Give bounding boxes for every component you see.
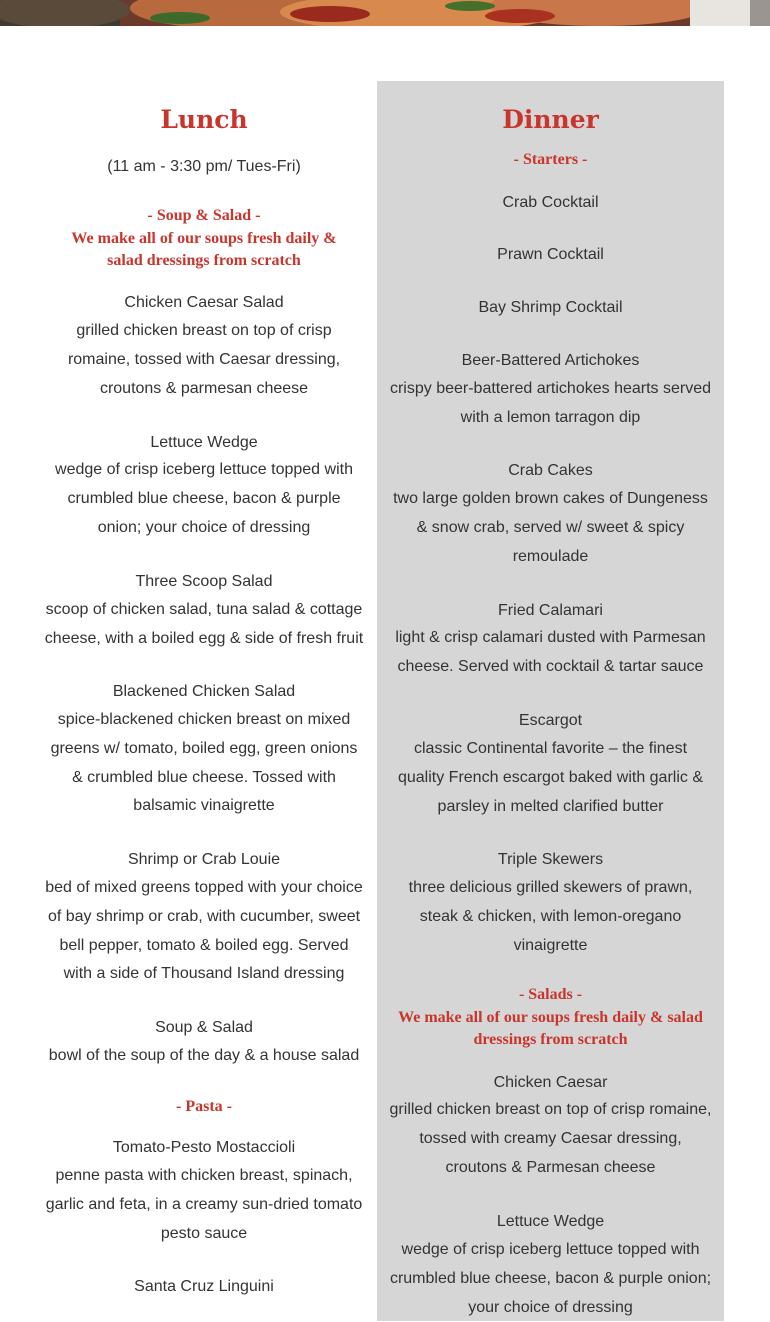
menu-item-desc: grilled chicken breast on top of crisp romaine, tossed with Caesar dressing, croutons & parmesan cheese <box>67 322 341 397</box>
menu-item-name: Escargot <box>518 712 583 729</box>
menu-item-name: Soup & Salad <box>155 1019 253 1036</box>
menu-item-desc: crispy beer-battered artichokes hearts served with a lemon tarragon dip <box>389 380 712 426</box>
menu-item-name: Santa Cruz Linguini <box>134 1278 274 1295</box>
menu-item-name: Bay Shrimp Cocktail <box>478 299 623 316</box>
menu-item-desc: two large golden brown cakes of Dungeness & snow crab, served w/ sweet & spicy remoulade <box>393 490 708 565</box>
dinner-title: Dinner <box>502 105 599 134</box>
menu-item-name: Lettuce Wedge <box>496 1213 605 1230</box>
menu-item-desc: wedge of crisp iceberg lettuce topped with crumbled blue cheese, bacon & purple onion; your choice of dressing <box>389 1241 712 1316</box>
menu-item-desc: wedge of crisp iceberg lettuce topped with crumbled blue cheese, bacon & purple onion; your choice of dressing <box>55 461 353 536</box>
menu-item-name: Prawn Cocktail <box>497 246 604 263</box>
menu-item-desc: bowl of the soup of the day & a house salad <box>48 1047 360 1064</box>
menu-item-name: Beer-Battered Artichokes <box>461 352 640 369</box>
menu-item-name: Lettuce Wedge <box>150 434 258 451</box>
menu-item-name: Tomato-Pesto Mostaccioli <box>112 1139 296 1156</box>
menu-item-name: Triple Skewers <box>497 851 604 868</box>
section-heading-starters: - Starters - <box>513 151 588 168</box>
menu-item-desc: bed of mixed greens topped with your choice of bay shrimp or crab, with cucumber, sweet bell pepper, tomato & boiled egg. Served with a side of Thousand Island dressing <box>45 879 363 983</box>
section-heading-soup-salad: - Soup & Salad - <box>147 207 261 224</box>
lunch-title: Lunch <box>160 105 248 134</box>
menu-item-name: Chicken Caesar Salad <box>124 294 284 311</box>
menu-item-desc: spice-blackened chicken breast on mixed greens w/ tomato, boiled egg, green onions & crumbled blue cheese. Tossed with balsamic vinaigrette <box>50 711 358 815</box>
lunch-hours: (11 am - 3:30 pm/ Tues-Fri) <box>107 158 301 175</box>
menu-item-desc: grilled chicken breast on top of crisp romaine, tossed with creamy Caesar dressing, croutons & Parmesan cheese <box>389 1101 712 1176</box>
menu-item-desc: three delicious grilled skewers of prawn, steak & chicken, with lemon-oregano vinaigrette <box>408 879 693 954</box>
menu-item-desc: scoop of chicken salad, tuna salad & cottage cheese, with a boiled egg & side of fresh fruit <box>44 601 364 647</box>
hero-food-image <box>0 0 770 26</box>
menu-item-name: Chicken Caesar <box>493 1074 608 1091</box>
dinner-menu-column <box>377 81 724 1321</box>
section-note: We make all of our soups fresh daily & salad dressings from scratch <box>398 1009 703 1048</box>
menu-item-name: Blackened Chicken Salad <box>112 683 296 700</box>
menu-item-desc: penne pasta with chicken breast, spinach, garlic and feta, in a creamy sun-dried tomato pesto sauce <box>45 1167 363 1242</box>
menu-item-name: Fried Calamari <box>498 602 603 619</box>
section-heading-salads: - Salads - <box>518 986 583 1003</box>
menu-item-name: Crab Cocktail <box>502 194 599 211</box>
menu-item-desc: classic Continental favorite – the finest quality French escargot baked with garlic & parsley in melted clarified butter <box>397 740 704 815</box>
menu-item-name: Shrimp or Crab Louie <box>127 851 281 868</box>
section-heading-pasta: - Pasta - <box>176 1098 232 1115</box>
section-note: We make all of our soups fresh daily & salad dressings from scratch <box>71 230 337 269</box>
menu-item-name: Three Scoop Salad <box>135 573 273 590</box>
food-photo-banner <box>0 0 770 26</box>
menu-item-name: Crab Cakes <box>508 462 593 479</box>
menu-item-desc: light & crisp calamari dusted with Parmesan cheese. Served with cocktail & tartar sauce <box>395 629 706 675</box>
